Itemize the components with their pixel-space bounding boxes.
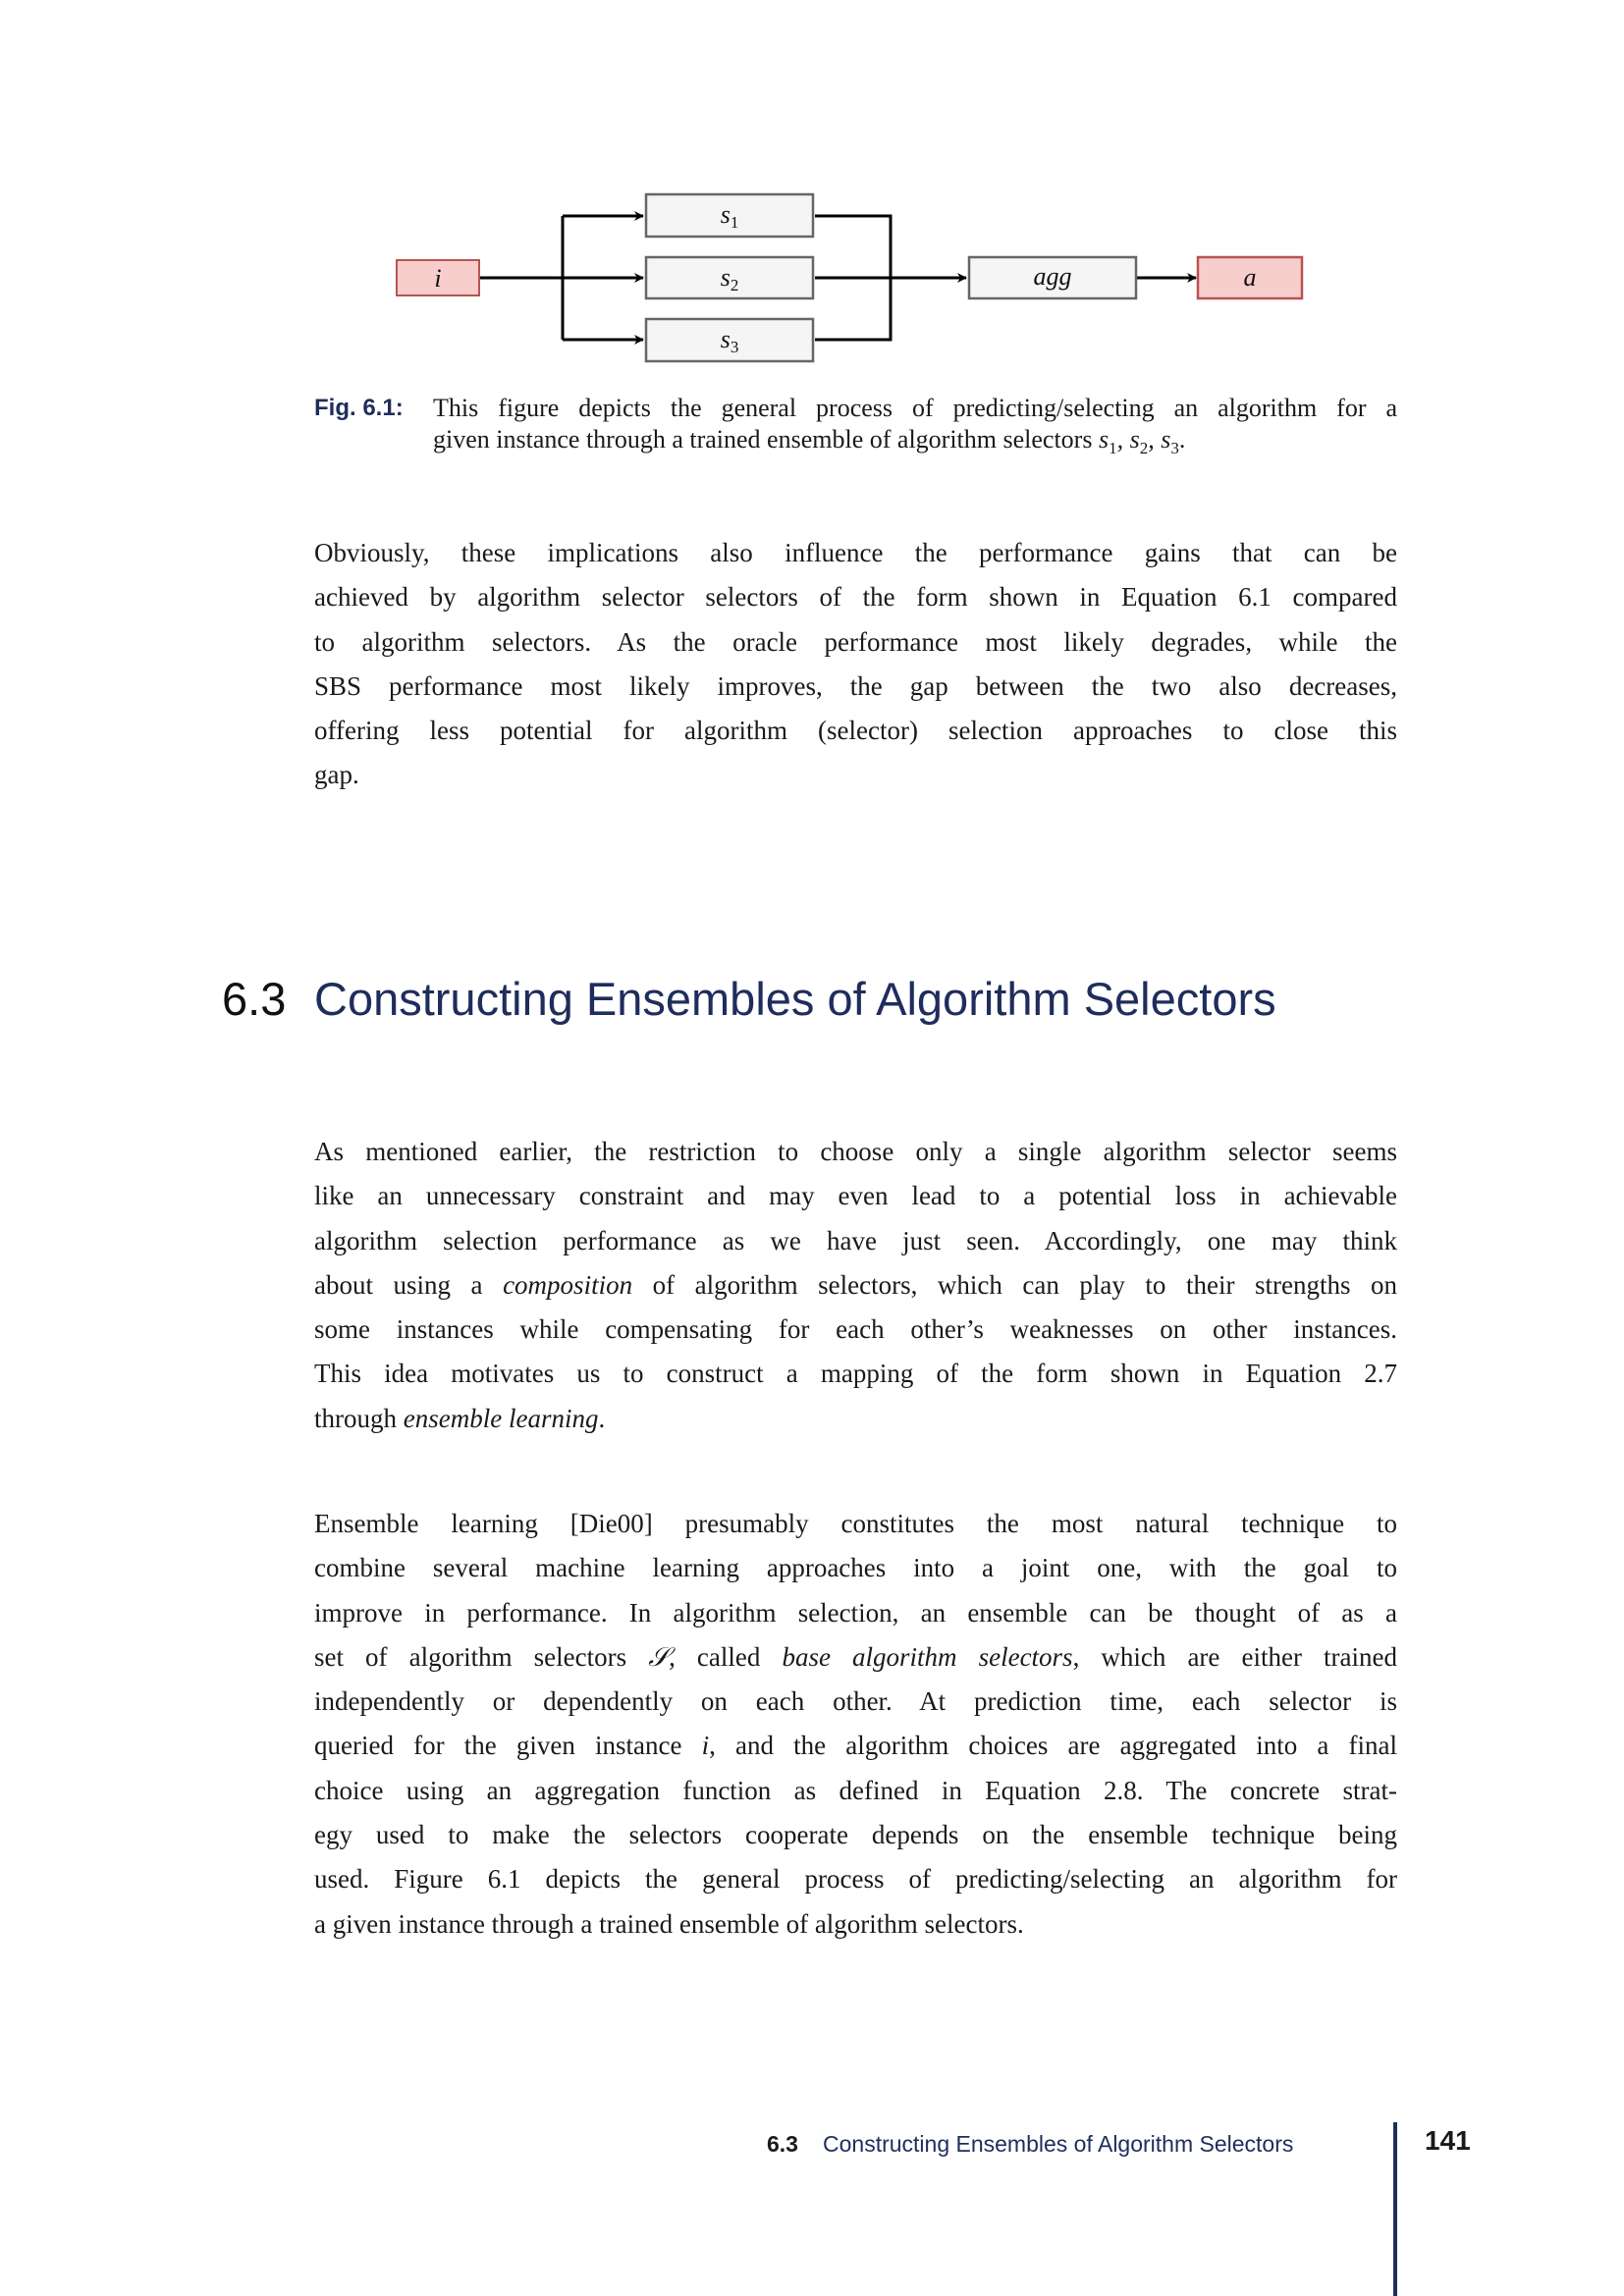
text-line: algorithm selection performance as we have just seen. Accordingly, one may think [314,1225,1397,1255]
footer-section-number: 6.3 [767,2131,798,2157]
text-line: through ensemble learning. [314,1403,606,1433]
text-line: queried for the given instance i, and the algorithm choices are aggregated into a final [314,1731,1397,1761]
paragraph-1 [314,531,1397,798]
section-number: 6.3 [222,973,287,1025]
node-s2-label: s2 [720,263,739,294]
text-line: combine several machine learning approaches into a joint one, with the goal to [314,1553,1397,1583]
footer-divider [1393,2122,1397,2296]
paragraph-3 [314,1502,1397,1947]
text-line: Obviously, these implications also influence the performance gains that can be [314,538,1397,567]
ensemble-diagram [0,0,1624,393]
text-line: SBS performance most likely improves, the gap between the two also decreases, [314,670,1397,701]
text-line: used. Figure 6.1 depicts the general process of predicting/selecting an algorithm for [314,1864,1397,1895]
text-line: As mentioned earlier, the restriction to choose only a single algorithm selector seems [314,1137,1397,1166]
caption-text: given instance through a trained ensemble of algorithm selectors [433,425,1099,454]
text-line: offering less potential for algorithm (selector) selection approaches to close this [314,716,1397,746]
node-output-label: a [1243,263,1257,292]
text-line: improve in performance. In algorithm selection, an ensemble can be thought of as a [314,1597,1397,1628]
text-line: This idea motivates us to construct a mapping of the form shown in Equation 2.7 [314,1359,1397,1389]
node-s3-label: s3 [720,325,739,356]
text-line: a given instance through a trained ensemble of algorithm selectors. [314,1908,1024,1939]
caption-line: given instance through a trained ensemble of algorithm selectors $s_1$, $s_2$, $s_3$. [433,425,1186,458]
emphasis: base algorithm selectors [782,1641,1073,1672]
caption-math: $s_1$, $s_2$, $s_3$ [1098,425,1179,458]
text-line: achieved by algorithm selector selectors of the form shown in Equation 6.1 compared [314,582,1397,613]
page-number: 141 [1425,2125,1471,2156]
text-line: gap. [314,760,359,790]
text-line: about using a composition of algorithm selectors, which can play to their strengths on [314,1269,1397,1300]
text-line: set of algorithm selectors 𝒮, called base algorithm selectors, which are either trained [314,1641,1397,1672]
text-line: some instances while compensating for each other’s weaknesses on other instances. [314,1314,1397,1345]
node-input-label: i [434,264,442,293]
figure-number: Fig. 6.1: [314,395,404,421]
node-agg-label: agg [1033,262,1072,291]
emphasis: composition [503,1269,633,1300]
text-line: independently or dependently on each other. At prediction time, each selector is [314,1686,1397,1717]
text-line: choice using an aggregation function as defined in Equation 2.8. The concrete strat- [314,1775,1397,1805]
caption-line: This figure depicts the general process of predicting/selecting an algorithm for a [433,394,1397,422]
text-line: Ensemble learning [Die00] presumably constitutes the most natural technique to [314,1509,1397,1538]
emphasis: ensemble learning [403,1403,599,1433]
math-symbol: 𝒮 [648,1641,670,1672]
figure-caption [433,392,1397,464]
math-symbol: i [701,1731,710,1761]
figure-caption-label [314,392,404,424]
text-line: egy used to make the selectors cooperate depends on the ensemble technique being [314,1820,1397,1850]
node-s1-label: s1 [720,200,739,232]
paragraph-2 [314,1130,1397,1441]
section-title: Constructing Ensembles of Algorithm Selectors [314,973,1276,1025]
text-line: to algorithm selectors. As the oracle performance most likely degrades, while the [314,626,1397,657]
text-line: like an unnecessary constraint and may even lead to a potential loss in achievable [314,1181,1397,1211]
footer-section-title: Constructing Ensembles of Algorithm Selectors [823,2131,1294,2157]
